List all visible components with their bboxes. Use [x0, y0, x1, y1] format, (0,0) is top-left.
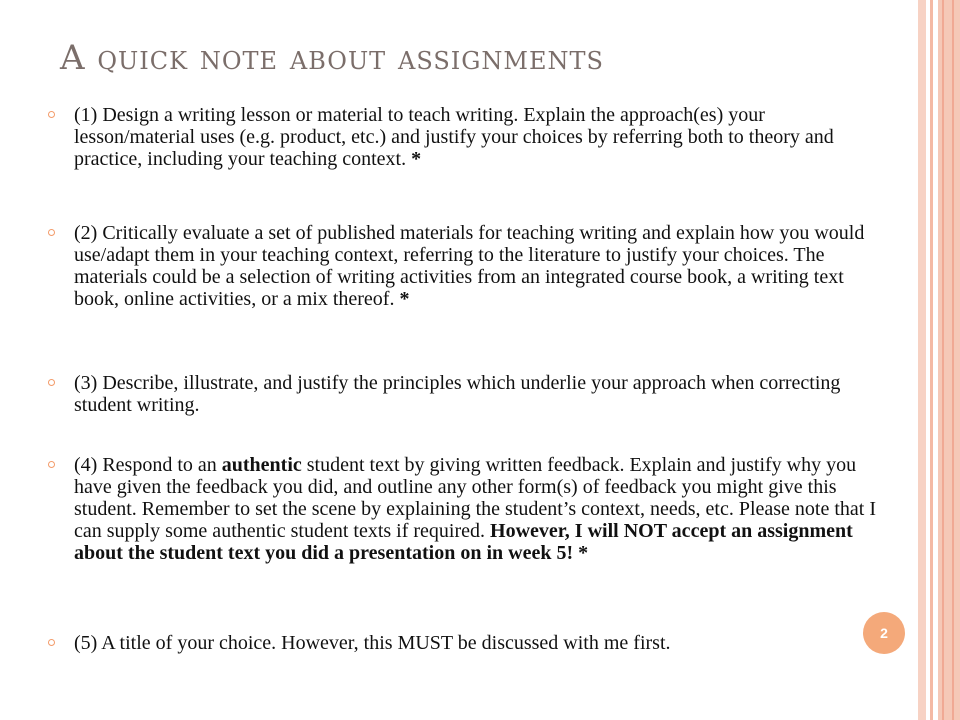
item-star: * — [411, 148, 422, 170]
list-item — [44, 222, 884, 372]
page-number-badge: 2 — [863, 612, 905, 654]
decorative-side-stripes — [918, 0, 960, 720]
list-item — [44, 632, 884, 654]
stripe — [952, 0, 954, 720]
item-text: student text by giving written feedback. Explain and justify why you have given the feedback you did, and outline any other form(s) of feedback you might give this student. Remember to set the scene by explaining the student’s context, needs, etc. Please note that I can supply some authentic student texts if required. — [74, 454, 877, 542]
item-text: (5) A title of your choice. However, this MUST be discussed with me first. — [74, 632, 671, 654]
item-bold-tail: However, I will NOT accept an assignment about the student text you did a presentation on in week 5! * — [74, 520, 853, 564]
item-text: (3) Describe, illustrate, and justify the principles which underlie your approach when correcting student writing. — [74, 372, 841, 416]
bullet-circle-icon — [48, 111, 55, 118]
slide-title: A quick note about assignments — [60, 38, 604, 78]
bullet-circle-icon — [48, 379, 55, 386]
assignment-list — [44, 104, 884, 654]
bullet-circle-icon — [48, 229, 55, 236]
list-item — [44, 454, 884, 632]
item-bold-word: authentic — [221, 454, 302, 476]
bullet-circle-icon — [48, 639, 55, 646]
stripe — [918, 0, 926, 720]
item-star: * — [399, 288, 410, 310]
item-text: (1) Design a writing lesson or material to teach writing. Explain the approach(es) your lesson/material uses (e.g. product, etc.) and justify your choices by referring both to theory and practice, including your teaching context. — [74, 104, 834, 170]
item-text: (4) Respond to an — [74, 454, 222, 476]
list-item — [44, 372, 884, 454]
stripe — [942, 0, 944, 720]
bullet-circle-icon — [48, 461, 55, 468]
list-item — [44, 104, 884, 222]
item-text: (2) Critically evaluate a set of published materials for teaching writing and explain how you would use/adapt them in your teaching context, referring to the literature to justify your choices. The materials could be a selection of writing activities from an integrated course book, a writing text book, online activities, or a mix thereof. — [74, 222, 865, 310]
